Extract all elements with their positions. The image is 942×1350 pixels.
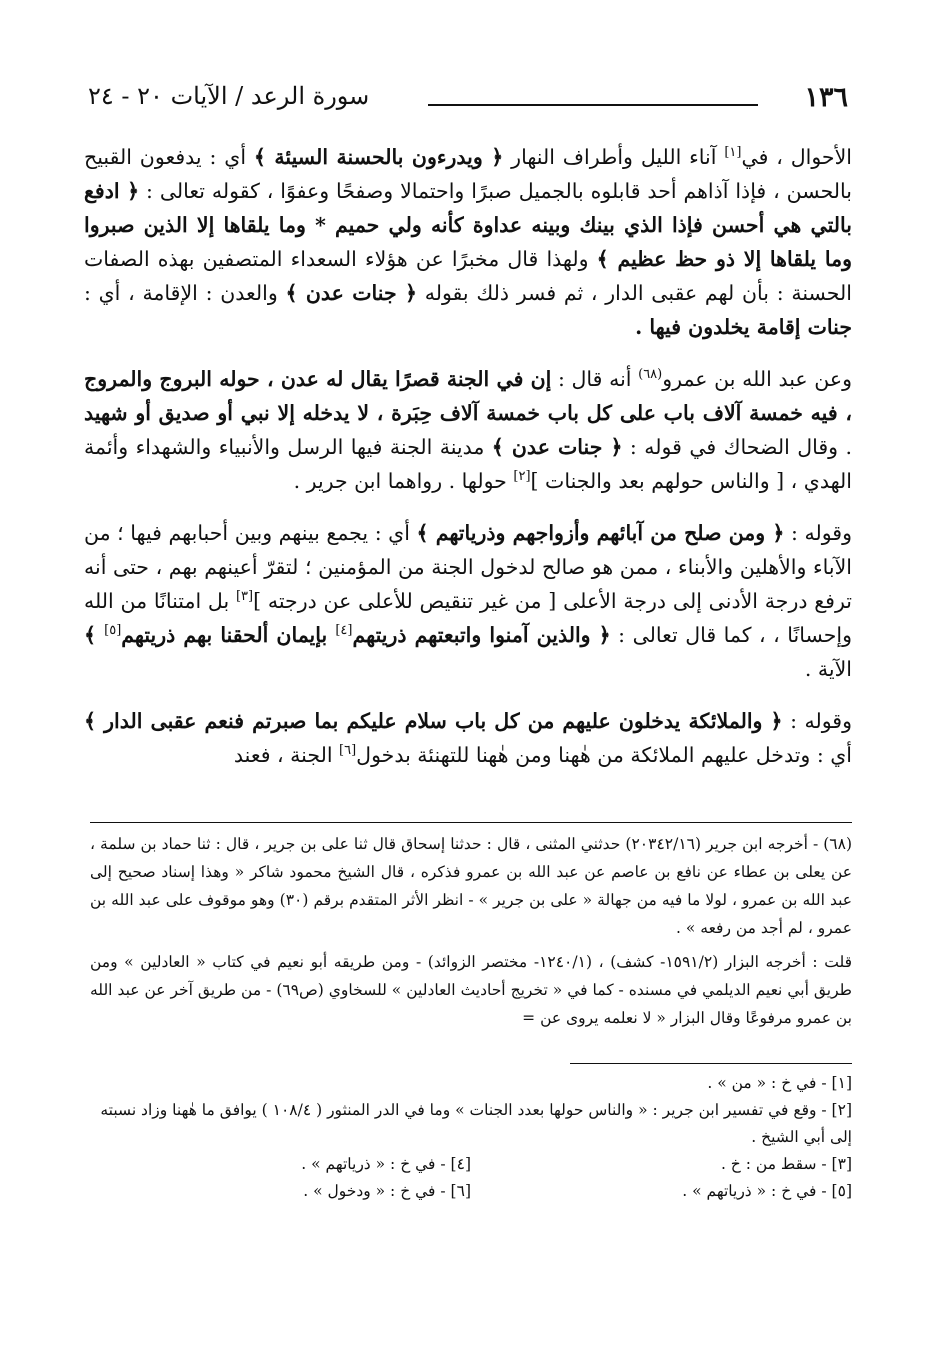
text: أي : يجمع بينهم وبين أحبابهم فيها ؛ من الآباء والأهلين والأبناء ، ممن هو صالح لدخول الجنة من المؤمنين ؛ لتقرّ أعينهم بهم ، حتى أنه ترفع درجة الأدنى إلى درجة الأعلى [ من غير تنقيص للأعلى عن درجته ] xyxy=(84,521,852,613)
editor-notes xyxy=(90,1070,852,1205)
text: الجنة ، فعند xyxy=(233,743,340,767)
note-ref: [٢] xyxy=(513,469,531,485)
quran-verse: ﴿ جنات عدن ﴾ xyxy=(491,435,623,459)
note-5: [٥] - في خ : « ذرياتهم » . xyxy=(682,1182,852,1200)
notes-row xyxy=(90,1151,852,1178)
note-4: [٤] - في خ : « ذرياتهم » . xyxy=(301,1155,471,1173)
notes-separator xyxy=(570,1063,852,1064)
text: الآية . xyxy=(804,657,852,681)
text: الأحوال ، في xyxy=(741,145,852,169)
paragraph-3 xyxy=(84,516,852,686)
page-number: ١٣٦ xyxy=(804,82,848,113)
quran-verse: ﴾ xyxy=(84,623,105,647)
text: أي : وتدخل عليهم الملائكة من هٰهنا ومن هٰهنا للتهنئة بدخول xyxy=(356,743,852,767)
page-header xyxy=(88,82,848,122)
quran-verse: ﴿ والذين آمنوا واتبعتهم ذريتهم xyxy=(352,623,611,647)
bold-text: جنات إقامة يخلدون فيها . xyxy=(635,315,852,339)
note-ref: [١] xyxy=(724,145,742,161)
text: وقوله : xyxy=(782,709,852,733)
quran-verse: بإيمان ألحقنا بهم ذريتهم xyxy=(121,623,336,647)
text: بل امتنانًا من الله وإحسانًا ، ، كما قال تعالى : xyxy=(84,589,853,647)
text: ولهذا قال مخبرًا عن هؤلاء السعداء المتصفين بهذه الصفات الحسنة : بأن لهم عقبى الدار ، ثم فسر ذلك بقوله xyxy=(84,247,852,305)
text: . وقال الضحاك في قوله : xyxy=(622,435,853,459)
quran-verse: ﴿ ومن صلح من آبائهم وأزواجهم وذرياتهم ﴾ xyxy=(416,521,785,545)
note-2: [٢] - وقع في تفسير ابن جرير : « والناس حولها بعدد الجنات » وما في الدر المنثور ( ١٠٨/٤ ) يوافق ما هٰهنا وزاد نسبته إلى أبي الشيخ . xyxy=(100,1101,852,1146)
running-title: سورة الرعد / الآيات ٢٠ - ٢٤ xyxy=(88,82,370,110)
footnotes xyxy=(90,822,852,1038)
footnote-68: (٦٨) - أخرجه ابن جرير (٢٠٣٤٢/١٦) حدثني المثنى ، قال : حدثنا إسحاق قال ثنا على بن جرير ، قال : ثنا حماد بن سلمة ، عن يعلى بن عطاء عن نافع بن عاصم عن عبد الله بن عمرو فذكره ، قال الشيخ محمود شاكر « وهذا إسناد صحيح إلى عبد الله بن عمرو ، لولا ما فيه من جهالة « على بن جرير » - انظر الأثر المتقدم برقم (٣٠) وهو موقوف على عبد الله بن عمرو ، لم أجد من رفعه » . xyxy=(90,835,853,937)
text: حولها . رواهما ابن جرير . xyxy=(293,469,514,493)
footnote-68-cont: قلت : أخرجه البزار (١٥٩١/٢- كشف) ، (١٢٤٠/١- مختصر الزوائد) - ومن طريقه أبو نعيم في كتاب « العادلين » ومن طريق أبي نعيم الديلمي في مسنده - كما في « تخريج أحاديث العادلين » للسخاوي (ص٦٩) - من طريق آخر عن عبد الله بن عمرو مرفوعًا وقال البزار « لا نعلمه يروى عن = xyxy=(90,953,853,1027)
note-ref: [٥] xyxy=(104,623,122,639)
notes-row xyxy=(90,1178,852,1205)
footnote-ref: (٦٨) xyxy=(638,367,663,383)
text: والعدن : الإقامة ، أي : xyxy=(84,281,286,305)
quran-verse: ﴿ والملائكة يدخلون عليهم من كل باب سلام عليكم بما صبرتم فنعم عقبى الدار ﴾ xyxy=(84,709,783,733)
note-ref: [٦] xyxy=(339,743,357,759)
paragraph-2 xyxy=(84,362,852,498)
main-text xyxy=(84,140,852,790)
text: مدينة الجنة فيها الرسل والأنبياء والشهداء وأئمة الهدي ، [ والناس حولهم بعد والجنات ] xyxy=(84,435,852,493)
note-3: [٣] - سقط من : خ . xyxy=(720,1155,852,1173)
quran-verse: ﴿ ويدرءون بالحسنة السيئة ﴾ xyxy=(253,145,504,169)
text: وعن عبد الله بن عمرو xyxy=(662,367,852,391)
header-rule xyxy=(428,104,758,106)
text: أي : يدفعون القبيح بالحسن ، فإذا آذاهم أحد قابلوه بالجميل صبرًا واحتمالا وصفحًا وعفوًا ، كقوله تعالى : xyxy=(84,145,853,203)
paragraph-4 xyxy=(84,704,852,772)
bold-text: إن في الجنة قصرًا يقال له عدن ، حوله البروج والمروج ، فيه خمسة آلاف باب على كل باب خمسة آلاف حِبَرة ، لا يدخله إلا نبي أو صديق أو شهيد xyxy=(84,367,852,425)
note-6: [٦] - في خ : « ودخول » . xyxy=(303,1182,471,1200)
note-ref: [٣] xyxy=(235,589,254,605)
note-ref: [٤] xyxy=(335,623,353,639)
text: أنه قال : xyxy=(551,367,639,391)
quran-verse: ﴿ ادفع بالتي هي أحسن فإذا الذي بينك وبينه عداوة كأنه ولي حميم * وما يلقاها إلا الذين صبروا وما يلقاها إلا ذو حظ عظيم ﴾ xyxy=(84,179,852,271)
quran-verse: ﴿ جنات عدن ﴾ xyxy=(285,281,417,305)
paragraph-1 xyxy=(84,140,852,344)
text: وقوله : xyxy=(784,521,852,545)
text: آناء الليل وأطراف النهار xyxy=(503,145,725,169)
note-1: [١] - في خ : « من » . xyxy=(707,1074,852,1092)
